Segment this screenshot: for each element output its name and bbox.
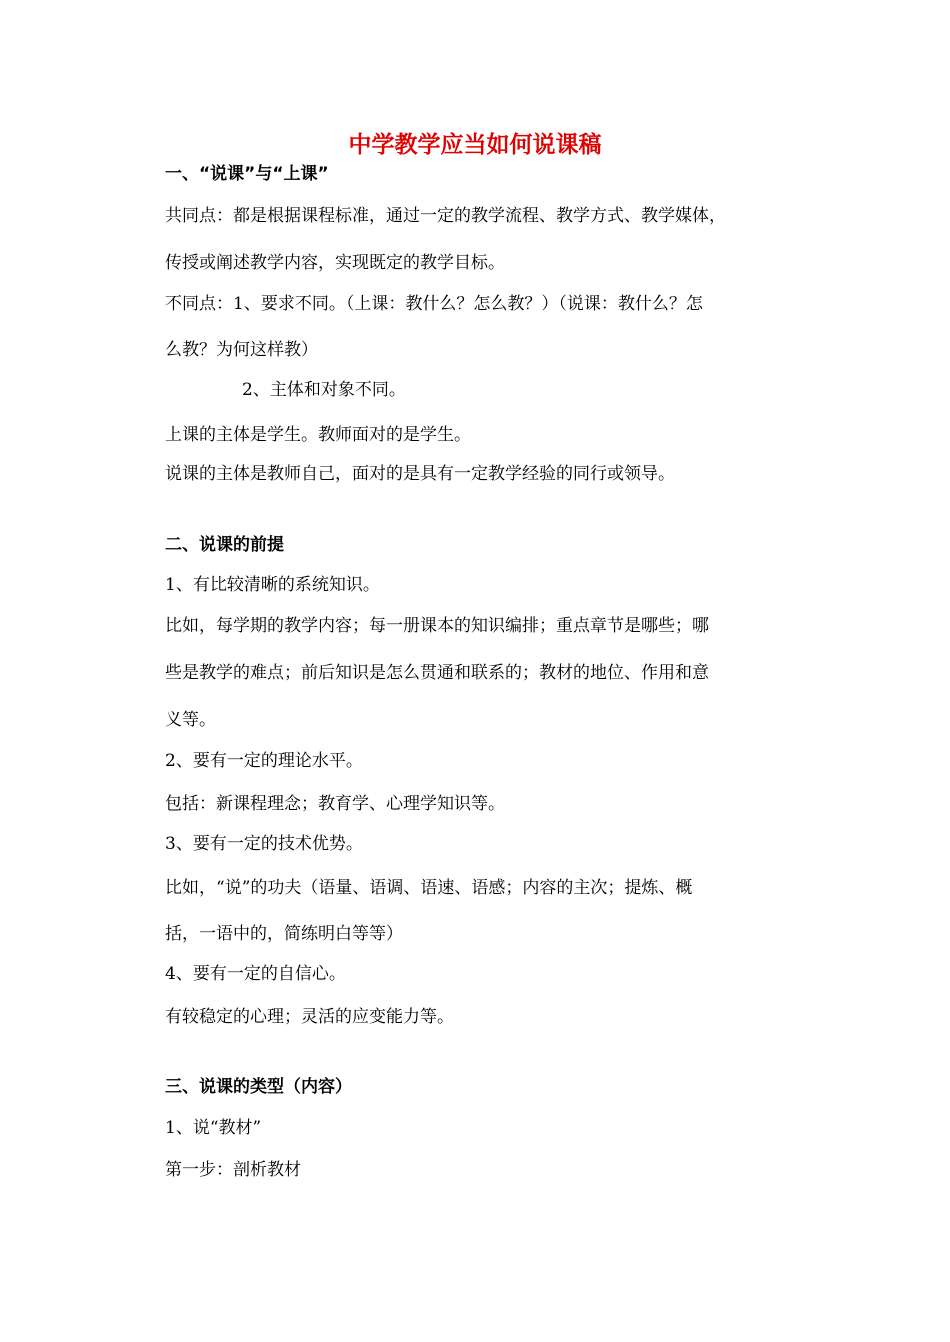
paragraph-line: 2、主体和对象不同。 (242, 380, 406, 400)
paragraph-line: 包括：新课程理念；教育学、心理学知识等。 (165, 794, 505, 814)
paragraph-line: 义等。 (165, 710, 216, 730)
paragraph-line: 么教？为何这样教） (165, 340, 318, 360)
section-heading-2: 二、说课的前提 (165, 535, 284, 555)
paragraph-line: 3、要有一定的技术优势。 (165, 834, 363, 854)
paragraph-line: 有较稳定的心理；灵活的应变能力等。 (165, 1007, 454, 1027)
paragraph-line: 第一步：剖析教材 (165, 1160, 301, 1180)
paragraph-line: 说课的主体是教师自己，面对的是具有一定教学经验的同行或领导。 (165, 464, 675, 484)
paragraph-line: 2、要有一定的理论水平。 (165, 751, 363, 771)
paragraph-line: 比如，每学期的教学内容；每一册课本的知识编排；重点章节是哪些；哪 (165, 616, 709, 636)
paragraph-line: 1、有比较清晰的系统知识。 (165, 575, 380, 595)
paragraph-line: 比如，“说”的功夫（语量、语调、语速、语感；内容的主次；提炼、概 (165, 878, 693, 898)
paragraph-line: 1、说“教材” (165, 1118, 262, 1138)
paragraph-line: 不同点：1、要求不同。（上课：教什么？怎么教？）（说课：教什么？怎 (165, 294, 703, 314)
paragraph-line: 些是教学的难点；前后知识是怎么贯通和联系的；教材的地位、作用和意 (165, 663, 709, 683)
document-title: 中学教学应当如何说课稿 (348, 132, 602, 158)
paragraph-line: 共同点：都是根据课程标准，通过一定的教学流程、教学方式、教学媒体， (165, 206, 726, 226)
paragraph-line: 上课的主体是学生。教师面对的是学生。 (165, 425, 471, 445)
section-heading-3: 三、说课的类型（内容） (165, 1077, 352, 1097)
section-heading-1: 一、“说课”与“上课” (165, 164, 329, 184)
paragraph-line: 4、要有一定的自信心。 (165, 964, 346, 984)
paragraph-line: 括，一语中的，简练明白等等） (165, 924, 403, 944)
paragraph-line: 传授或阐述教学内容，实现既定的教学目标。 (165, 253, 505, 273)
